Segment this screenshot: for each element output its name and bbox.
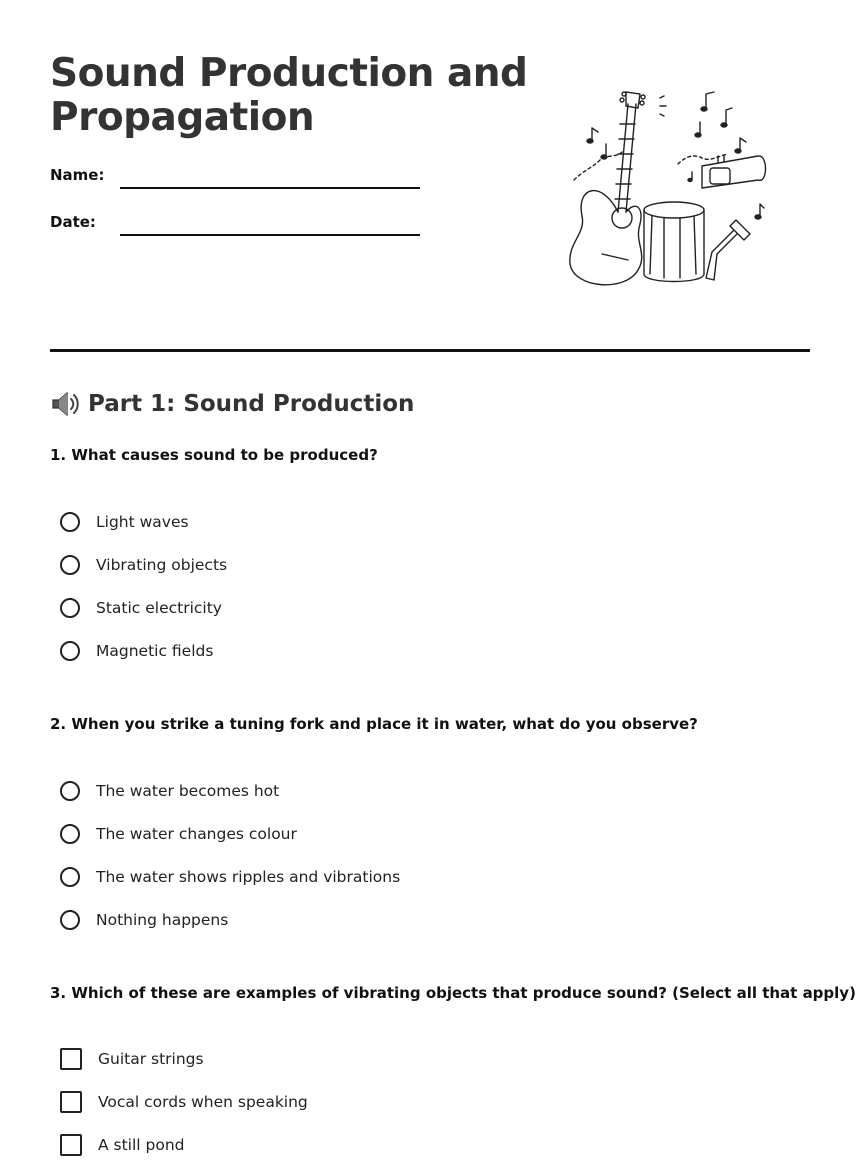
question-2-option-4[interactable] (60, 907, 228, 933)
question-3-option-2[interactable] (60, 1089, 308, 1115)
option-label: The water changes colour (96, 825, 297, 843)
musical-instruments-illustration (562, 84, 772, 294)
radio-button[interactable] (60, 867, 80, 887)
name-field[interactable] (120, 187, 420, 189)
radio-button[interactable] (60, 824, 80, 844)
option-label: The water becomes hot (96, 782, 280, 800)
page-title (50, 52, 527, 140)
question-3-text: 3. Which of these are examples of vibrating objects that produce sound? (Select all that apply) (50, 984, 856, 1002)
option-label: A still pond (98, 1136, 185, 1154)
speaker-icon (50, 389, 80, 419)
checkbox[interactable] (60, 1091, 82, 1113)
radio-button[interactable] (60, 512, 80, 532)
question-2-option-1[interactable] (60, 778, 279, 804)
radio-button[interactable] (60, 555, 80, 575)
question-1-option-2[interactable] (60, 552, 227, 578)
checkbox[interactable] (60, 1134, 82, 1156)
question-1-option-3[interactable] (60, 595, 222, 621)
question-3-option-3[interactable] (60, 1132, 185, 1158)
option-label: Nothing happens (96, 911, 229, 929)
section-divider (50, 349, 810, 352)
radio-button[interactable] (60, 598, 80, 618)
question-1-text: 1. What causes sound to be produced? (50, 446, 378, 464)
title-line-1: Sound Production and (50, 51, 528, 96)
option-label: Vocal cords when speaking (98, 1093, 308, 1111)
option-label: Light waves (96, 513, 189, 531)
question-2-text: 2. When you strike a tuning fork and place it in water, what do you observe? (50, 715, 698, 733)
question-2-option-2[interactable] (60, 821, 297, 847)
question-2-option-3[interactable] (60, 864, 400, 890)
section-heading (50, 386, 414, 422)
question-1-option-4[interactable] (60, 638, 213, 664)
option-label: Static electricity (96, 599, 222, 617)
question-3-option-1[interactable] (60, 1046, 204, 1072)
option-label: The water shows ripples and vibrations (96, 868, 401, 886)
name-label: Name: (50, 166, 105, 184)
question-1-option-1[interactable] (60, 509, 189, 535)
title-line-2: Propagation (50, 95, 315, 140)
option-label: Magnetic fields (96, 642, 214, 660)
option-label: Vibrating objects (96, 556, 228, 574)
radio-button[interactable] (60, 641, 80, 661)
option-label: Guitar strings (98, 1050, 204, 1068)
radio-button[interactable] (60, 910, 80, 930)
date-label: Date: (50, 213, 96, 231)
section-title: Part 1: Sound Production (88, 391, 415, 417)
checkbox[interactable] (60, 1048, 82, 1070)
radio-button[interactable] (60, 781, 80, 801)
date-field[interactable] (120, 234, 420, 236)
